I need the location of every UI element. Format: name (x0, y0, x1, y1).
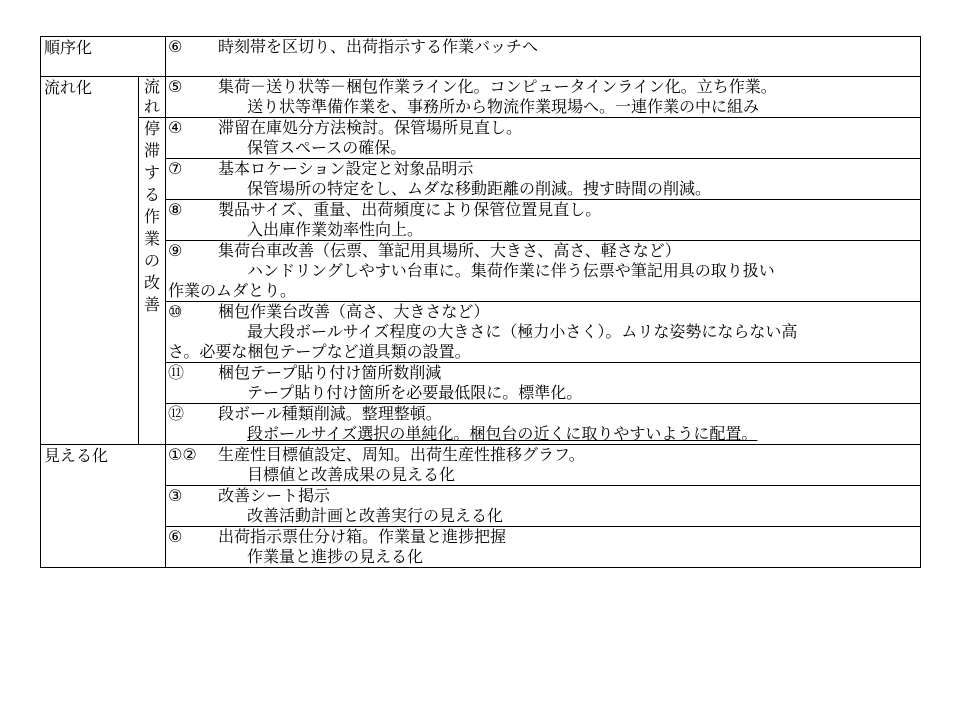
item-title: 集荷台車改善（伝票、筆記用具場所、大きさ、高さ、軽さなど） (218, 241, 681, 260)
item-title: 製品サイズ、重量、出荷頻度により保管位置見直し。 (218, 200, 602, 219)
subcategory-label: 流れ (143, 77, 160, 116)
item-title: 梱包作業台改善（高さ、大きさなど） (218, 302, 490, 321)
table-row (41, 118, 921, 159)
item-detail: テープ貼り付け箇所を必要最低限に。標準化。 (247, 383, 583, 402)
content-cell (166, 241, 921, 302)
table-row (41, 527, 921, 568)
item-number: ⑥ (168, 37, 183, 56)
item-title: 梱包テープ貼り付け箇所数削減 (218, 363, 442, 382)
subcategory-label: 停滞する作業の改善 (143, 119, 160, 314)
table-row (41, 37, 921, 77)
item-heading (168, 404, 918, 424)
item-detail-continued: さ。必要な梱包テープなど道具類の設置。 (168, 342, 471, 361)
content-cell (166, 363, 921, 404)
subcategory-cell (139, 118, 166, 445)
item-detail: 入出庫作業効率性向上。 (247, 220, 424, 239)
item-detail: 保管スペースの確保。 (247, 138, 407, 157)
content-cell (166, 302, 921, 363)
table-row (41, 445, 921, 486)
content-cell (166, 77, 921, 118)
item-heading (168, 159, 918, 179)
item-detail: 作業量と進捗の見える化 (247, 547, 424, 566)
category-label: 見える化 (44, 446, 109, 465)
item-title: 出荷指示票仕分け箱。作業量と進捗把握 (218, 527, 507, 546)
item-number: ⑥ (168, 527, 183, 546)
table-row (41, 302, 921, 363)
content-cell (166, 37, 921, 77)
item-heading (168, 302, 918, 322)
item-title: 生産性目標値設定、周知。出荷生産性推移グラフ。 (218, 445, 585, 464)
item-heading (168, 363, 918, 383)
item-number: ⑪ (168, 363, 185, 382)
item-number: ③ (168, 486, 183, 505)
item-heading (168, 527, 918, 547)
subcategory-cell (139, 77, 166, 118)
table-row (41, 200, 921, 241)
item-heading (168, 241, 918, 261)
item-detail: 最大段ボールサイズ程度の大きさに（極力小さく）。ムリな姿勢にならない高 (247, 322, 798, 341)
item-title: 基本ロケーション設定と対象品明示 (218, 159, 474, 178)
item-number: ④ (168, 118, 183, 137)
item-detail: 保管場所の特定をし、ムダな移動距離の削減。捜す時間の削減。 (247, 179, 712, 198)
item-detail: 送り状等準備作業を、事務所から物流作業現場へ。一連作業の中に組み (247, 97, 760, 116)
item-number: ⑩ (168, 302, 183, 321)
item-number: ⑤ (168, 77, 183, 96)
item-number: ⑫ (168, 404, 185, 423)
item-detail-continued: 作業のムダとり。 (168, 281, 297, 300)
item-number: ①② (168, 445, 197, 464)
category-cell (41, 37, 166, 77)
table-row (41, 241, 921, 302)
content-cell (166, 159, 921, 200)
table-row (41, 486, 921, 527)
category-label: 流れ化 (44, 78, 93, 97)
item-detail: ハンドリングしやすい台車に。集荷作業に伴う伝票や筆記用具の取り扱い (247, 261, 775, 280)
content-cell (166, 445, 921, 486)
item-heading (168, 200, 918, 220)
table-row (41, 77, 921, 118)
content-cell (166, 527, 921, 568)
item-number: ⑨ (168, 241, 183, 260)
item-title: 滞留在庫処分方法検討。保管場所見直し。 (218, 118, 523, 137)
item-detail: 段ボールサイズ選択の単純化。梱包台の近くに取りやすいように配置。 (247, 424, 758, 443)
content-cell (166, 486, 921, 527)
category-cell (41, 445, 166, 568)
document-sheet (40, 0, 920, 720)
item-title: 集荷－送り状等－梱包作業ライン化。コンピュータインライン化。立ち作業。 (218, 77, 777, 96)
item-heading (168, 445, 918, 465)
item-title: 改善シート掲示 (218, 486, 331, 505)
item-heading (168, 77, 918, 97)
item-detail: 目標値と改善成果の見える化 (247, 465, 456, 484)
table-row (41, 159, 921, 200)
table-row (41, 404, 921, 445)
category-label: 順序化 (44, 38, 93, 57)
content-cell (166, 200, 921, 241)
item-heading (168, 118, 918, 138)
content-cell (166, 118, 921, 159)
item-title: 段ボール種類削減。整理整頓。 (218, 404, 442, 423)
content-cell (166, 404, 921, 445)
table-row (41, 363, 921, 404)
item-number: ⑦ (168, 159, 183, 178)
item-number: ⑧ (168, 200, 183, 219)
improvement-table (40, 36, 921, 568)
category-cell (41, 77, 139, 445)
item-title: 時刻帯を区切り、出荷指示する作業バッチへ (218, 37, 539, 56)
item-heading (168, 486, 918, 506)
item-heading (168, 37, 918, 57)
item-detail: 改善活動計画と改善実行の見える化 (247, 506, 504, 525)
